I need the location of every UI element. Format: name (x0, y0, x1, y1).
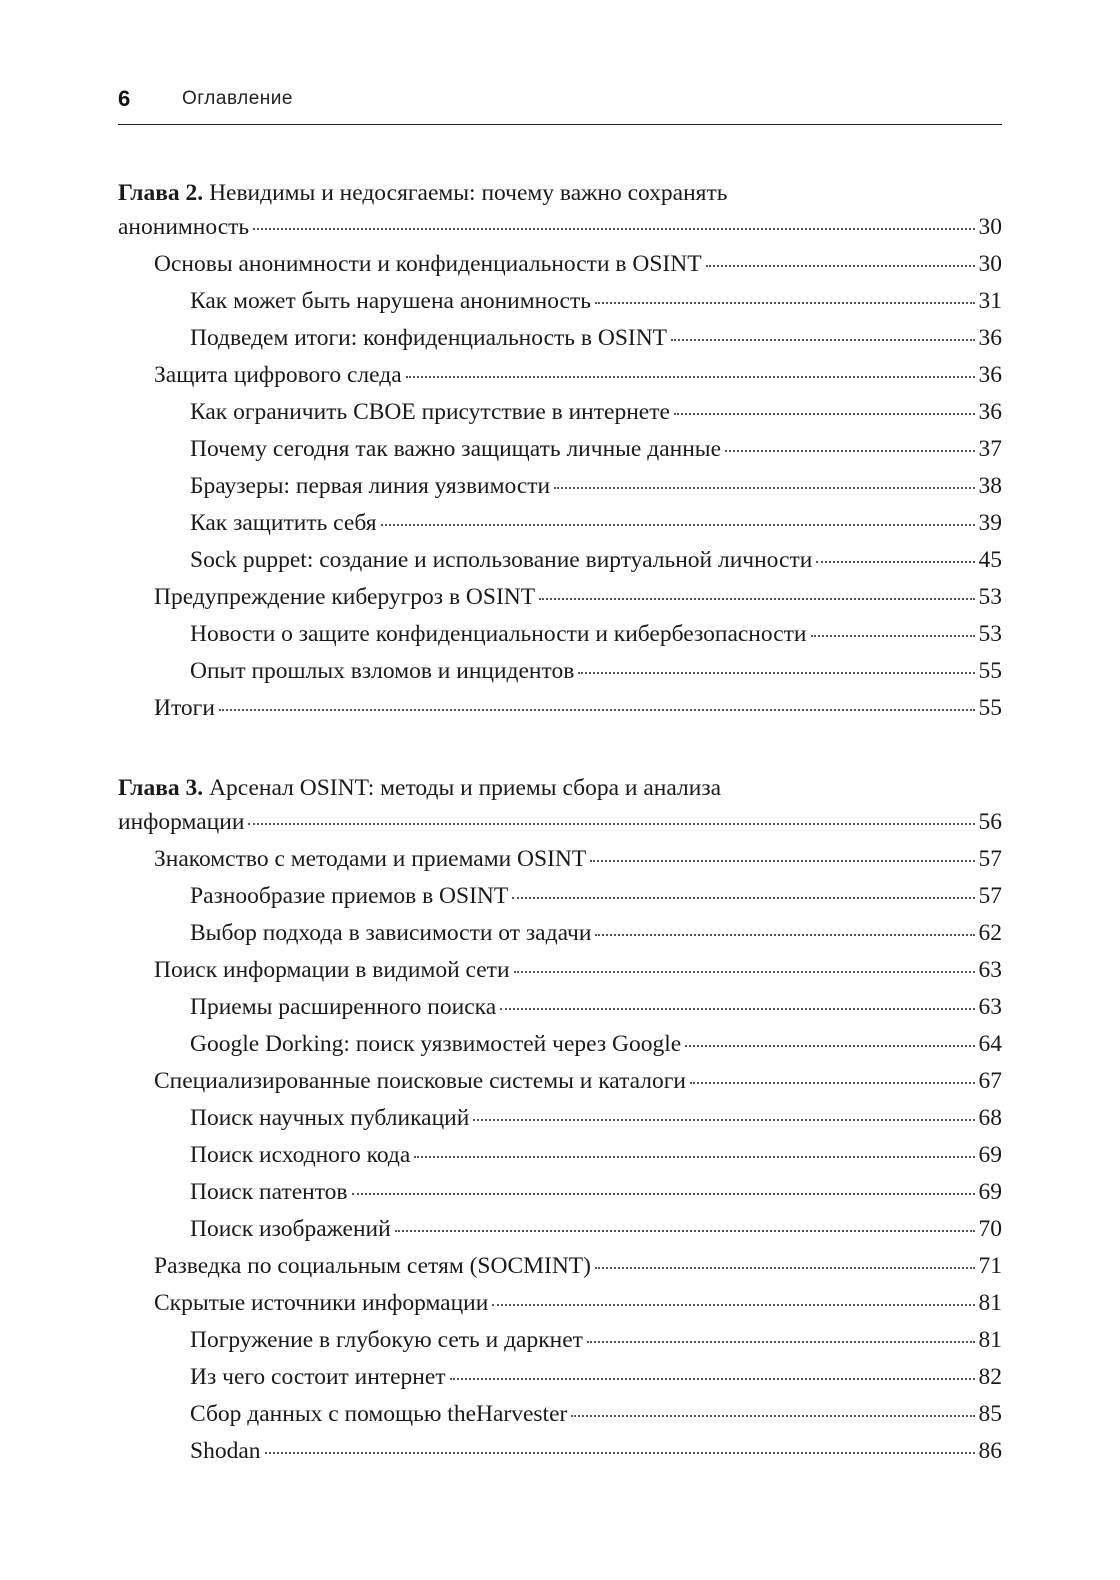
chapter-title: Невидимы и недосягаемы: почему важно сохранять (209, 180, 728, 206)
toc-subsection-entry-page-number: 57 (978, 883, 1002, 909)
toc-subsection-entry (118, 431, 1002, 468)
toc-subsection-entry (118, 1322, 1002, 1359)
running-title: Оглавление (182, 88, 293, 109)
toc-subsection-entry (118, 653, 1002, 690)
toc-subsection-entry-title: Приемы расширенного поиска (190, 994, 497, 1020)
toc-subsection-entry-title: Поиск патентов (190, 1179, 348, 1205)
chapter-entry (118, 209, 1002, 246)
dot-leader (539, 578, 974, 600)
chapter-entry-page-number: 56 (978, 809, 1002, 835)
toc-subsection-entry-page-number: 70 (978, 1216, 1002, 1242)
dot-leader (571, 1395, 974, 1417)
chapter-label: Глава 3. (118, 775, 204, 801)
toc-subsection-entry-title: Новости о защите конфиденциальности и кибербезопасности (190, 621, 807, 647)
toc-section-entry-title: Предупреждение киберугроз в OSINT (154, 584, 536, 610)
toc-section-entry-page-number: 71 (978, 1253, 1002, 1279)
toc-subsection-entry (118, 878, 1002, 915)
toc-subsection-entry-page-number: 53 (978, 621, 1002, 647)
dot-leader (685, 1025, 974, 1047)
dot-leader (554, 467, 974, 489)
toc-subsection-entry-page-number: 82 (978, 1364, 1002, 1390)
toc-subsection-entry (118, 542, 1002, 579)
toc-subsection-entry (118, 616, 1002, 653)
toc-subsection-entry-title: Поиск научных публикаций (190, 1105, 470, 1131)
toc-section-entry (118, 841, 1002, 878)
toc-subsection-entry-page-number: 45 (978, 547, 1002, 573)
dot-leader (671, 319, 974, 341)
dot-leader (595, 282, 975, 304)
toc-section-entry-page-number: 81 (978, 1290, 1002, 1316)
toc-subsection-entry (118, 1100, 1002, 1137)
toc-subsection-entry-page-number: 55 (978, 658, 1002, 684)
toc-subsection-entry (118, 1211, 1002, 1248)
chapter-entry-page-number: 30 (978, 214, 1002, 240)
toc-subsection-entry-page-number: 31 (978, 288, 1002, 314)
dot-leader (595, 1247, 975, 1269)
toc-section-entry-page-number: 30 (978, 251, 1002, 277)
toc-subsection-entry-title: Как защитить себя (190, 510, 377, 536)
toc-subsection-entry-page-number: 38 (978, 473, 1002, 499)
dot-leader (595, 914, 974, 936)
dot-leader (381, 504, 975, 526)
dot-leader (219, 689, 975, 711)
toc-subsection-entry (118, 394, 1002, 431)
toc-subsection-entry-page-number: 64 (978, 1031, 1002, 1057)
toc-section-entry-title: Разведка по социальным сетям (SOCMINT) (154, 1253, 591, 1279)
chapter-title: Арсенал OSINT: методы и приемы сбора и анализа (209, 775, 722, 801)
toc-subsection-entry-title: Почему сегодня так важно защищать личные данные (190, 436, 721, 462)
page-number: 6 (118, 86, 131, 111)
toc-subsection-entry-page-number: 37 (978, 436, 1002, 462)
dot-leader (395, 1210, 975, 1232)
page-header (118, 82, 1002, 125)
toc-subsection-entry-title: Выбор подхода в зависимости от задачи (190, 920, 592, 946)
dot-leader (590, 840, 974, 862)
toc-section-entry-page-number: 63 (978, 957, 1002, 983)
dot-leader (514, 951, 975, 973)
toc-section-entry (118, 579, 1002, 616)
toc-subsection-entry-title: Поиск изображений (190, 1216, 391, 1242)
toc-section-entry-title: Защита цифрового следа (154, 362, 402, 388)
toc-section-entry (118, 1285, 1002, 1322)
dot-leader (450, 1358, 975, 1380)
toc-section-entry (118, 952, 1002, 989)
chapter-entry (118, 804, 1002, 841)
toc-subsection-entry (118, 1026, 1002, 1063)
chapter-heading (118, 178, 1002, 246)
toc-subsection-entry-page-number: 86 (978, 1438, 1002, 1464)
toc-subsection-entry (118, 283, 1002, 320)
toc-section-entry-page-number: 36 (978, 362, 1002, 388)
dot-leader (500, 988, 974, 1010)
toc-section-entry-title: Специализированные поисковые системы и каталоги (154, 1068, 686, 1094)
toc-subsection-entry-page-number: 36 (978, 399, 1002, 425)
toc-section-entry-title: Скрытые источники информации (154, 1290, 489, 1316)
dot-leader (674, 393, 975, 415)
chapter-title-line (118, 178, 1002, 209)
chapter-entry-title: информации (118, 809, 245, 835)
toc-section-entry-page-number: 55 (978, 695, 1002, 721)
dot-leader (816, 541, 974, 563)
dot-leader (706, 245, 975, 267)
table-of-contents (118, 178, 1002, 1516)
toc-subsection-entry-title: Как может быть нарушена анонимность (190, 288, 591, 314)
toc-section-entry-page-number: 67 (978, 1068, 1002, 1094)
dot-leader (473, 1099, 974, 1121)
chapter-label: Глава 2. (118, 180, 204, 206)
toc-subsection-entry-page-number: 81 (978, 1327, 1002, 1353)
toc-subsection-entry (118, 1396, 1002, 1433)
toc-subsection-entry (118, 468, 1002, 505)
toc-section-entry-title: Основы анонимности и конфиденциальности в OSINT (154, 251, 702, 277)
chapter-heading (118, 773, 1002, 841)
chapter-block (118, 773, 1002, 1470)
dot-leader (265, 1432, 975, 1454)
toc-section-entry (118, 1063, 1002, 1100)
dot-leader (725, 430, 975, 452)
toc-subsection-entry-page-number: 39 (978, 510, 1002, 536)
dot-leader (690, 1062, 975, 1084)
toc-subsection-entry-title: Подведем итоги: конфиденциальность в OSINT (190, 325, 668, 351)
toc-section-entry (118, 690, 1002, 727)
toc-subsection-entry-page-number: 62 (978, 920, 1002, 946)
dot-leader (512, 877, 974, 899)
dot-leader (578, 652, 974, 674)
toc-subsection-entry-title: Погружение в глубокую сеть и даркнет (190, 1327, 583, 1353)
toc-subsection-entry-page-number: 69 (978, 1142, 1002, 1168)
toc-subsection-entry-title: Опыт прошлых взломов и инцидентов (190, 658, 575, 684)
toc-subsection-entry (118, 505, 1002, 542)
toc-section-entry-page-number: 53 (978, 584, 1002, 610)
toc-section-entry (118, 357, 1002, 394)
toc-subsection-entry (118, 915, 1002, 952)
toc-section-entry-page-number: 57 (978, 846, 1002, 872)
toc-section-entry-title: Знакомство с методами и приемами OSINT (154, 846, 587, 872)
toc-subsection-entry-title: Браузеры: первая линия уязвимости (190, 473, 551, 499)
dot-leader (492, 1284, 974, 1306)
toc-subsection-entry-page-number: 68 (978, 1105, 1002, 1131)
dot-leader (406, 356, 975, 378)
toc-subsection-entry-page-number: 69 (978, 1179, 1002, 1205)
toc-subsection-entry-title: Google Dorking: поиск уязвимостей через Google (190, 1031, 682, 1057)
toc-subsection-entry (118, 1433, 1002, 1470)
dot-leader (811, 615, 975, 637)
toc-section-entry-title: Поиск информации в видимой сети (154, 957, 510, 983)
toc-subsection-entry-title: Поиск исходного кода (190, 1142, 411, 1168)
toc-subsection-entry-title: Разнообразие приемов в OSINT (190, 883, 509, 909)
chapter-entry-title: анонимность (118, 214, 250, 240)
toc-subsection-entry (118, 989, 1002, 1026)
dot-leader (414, 1136, 974, 1158)
toc-subsection-entry (118, 320, 1002, 357)
dot-leader (352, 1173, 975, 1195)
dot-leader (587, 1321, 975, 1343)
toc-subsection-entry (118, 1137, 1002, 1174)
toc-subsection-entry-title: Как ограничить СВОЕ присутствие в интернете (190, 399, 670, 425)
toc-subsection-entry-page-number: 36 (978, 325, 1002, 351)
dot-leader (253, 208, 974, 230)
toc-subsection-entry-title: Из чего состоит интернет (190, 1364, 446, 1390)
toc-subsection-entry-title: Sock puppet: создание и использование виртуальной личности (190, 547, 813, 573)
dot-leader (248, 803, 974, 825)
toc-subsection-entry-page-number: 85 (978, 1401, 1002, 1427)
chapter-block (118, 178, 1002, 727)
toc-subsection-entry (118, 1359, 1002, 1396)
toc-section-entry (118, 1248, 1002, 1285)
toc-subsection-entry-page-number: 63 (978, 994, 1002, 1020)
toc-subsection-entry (118, 1174, 1002, 1211)
toc-subsection-entry-title: Shodan (190, 1438, 261, 1464)
chapter-title-line (118, 773, 1002, 804)
toc-section-entry-title: Итоги (154, 695, 215, 721)
toc-section-entry (118, 246, 1002, 283)
toc-subsection-entry-title: Сбор данных с помощью theHarvester (190, 1401, 568, 1427)
